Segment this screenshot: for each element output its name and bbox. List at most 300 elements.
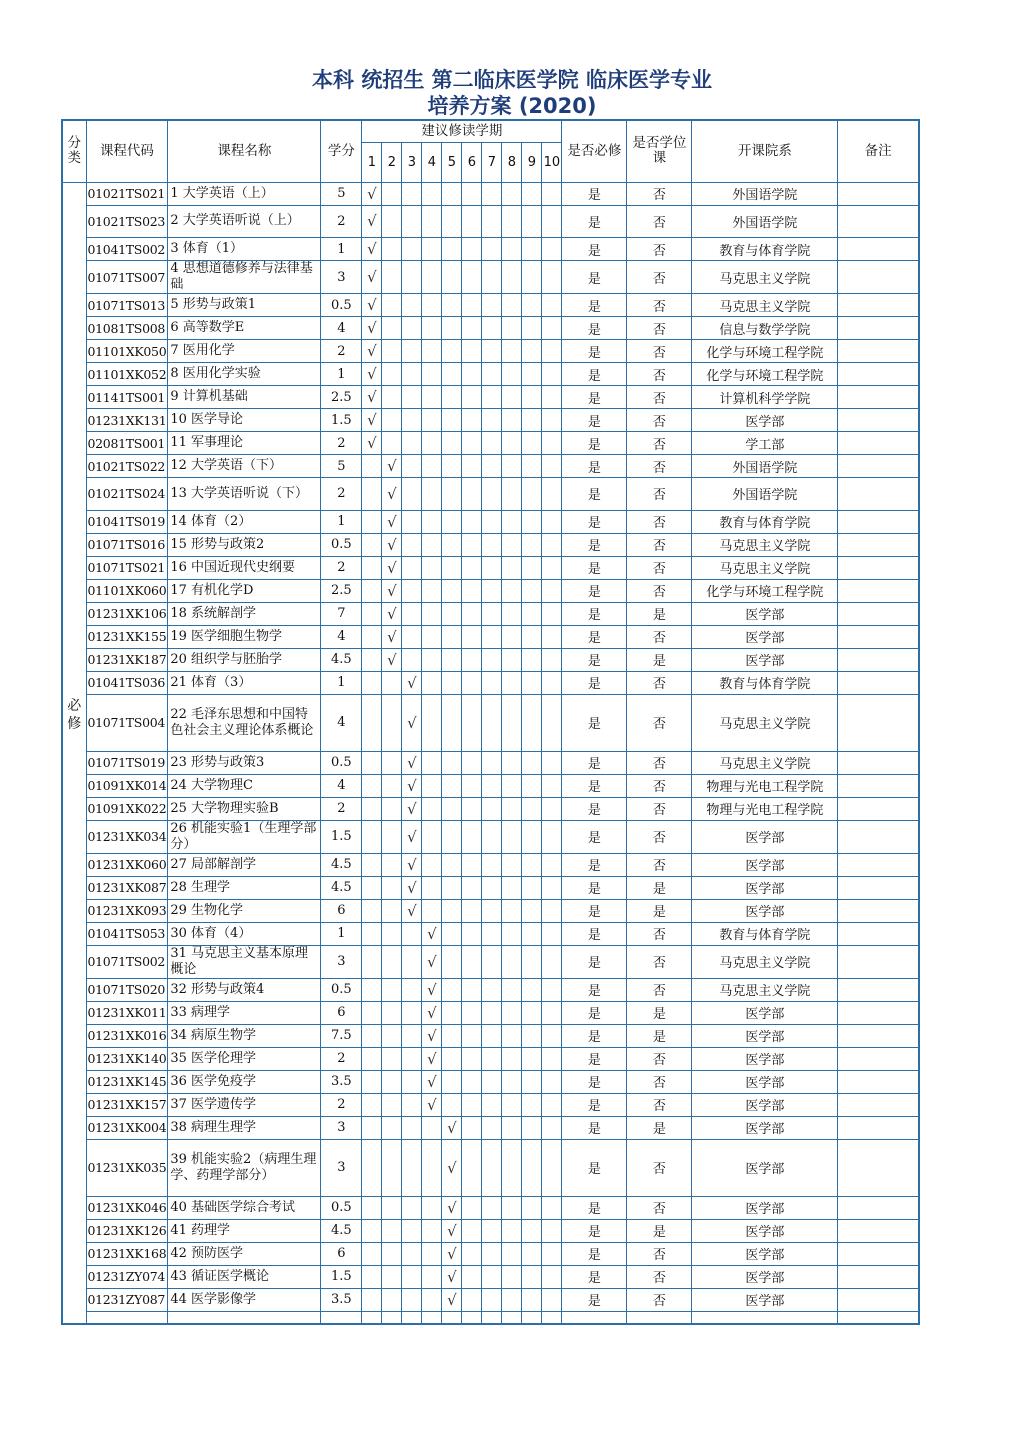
semester-cell [442, 671, 462, 694]
table-row [62, 1265, 919, 1288]
semester-cell [542, 922, 562, 945]
semester-cell [482, 510, 502, 533]
course-name: 20 组织学与胚胎学 [168, 648, 321, 671]
semester-check: √ [382, 625, 402, 648]
semester-cell [502, 1001, 522, 1024]
course-code: 01231XK157 [86, 1093, 168, 1116]
course-name: 7 医用化学 [168, 340, 321, 363]
semester-cell [502, 820, 522, 853]
semester-cell [522, 797, 542, 820]
department-cell: 学工部 [692, 432, 838, 455]
department-cell: 外国语学院 [692, 455, 838, 478]
department-cell: 教育与体育学院 [692, 510, 838, 533]
semester-cell [442, 1047, 462, 1070]
course-credit: 2 [321, 205, 362, 238]
empty-cell [442, 1311, 462, 1324]
semester-check: √ [382, 478, 402, 511]
course-code: 01091XK014 [86, 774, 168, 797]
course-name: 42 预防医学 [168, 1242, 321, 1265]
semester-cell [522, 579, 542, 602]
semester-cell [542, 853, 562, 876]
course-name: 40 基础医学综合考试 [168, 1196, 321, 1219]
semester-cell [462, 694, 482, 751]
required-cell: 是 [562, 648, 627, 671]
semester-cell [482, 294, 502, 317]
department-cell: 马克思主义学院 [692, 261, 838, 294]
required-cell: 是 [562, 205, 627, 238]
course-code: 01071TS020 [86, 978, 168, 1001]
remark-cell [838, 1116, 919, 1139]
course-name: 15 形势与政策2 [168, 533, 321, 556]
semester-cell [422, 899, 442, 922]
semester-cell [402, 579, 422, 602]
course-credit: 7.5 [321, 1024, 362, 1047]
course-name: 16 中国近现代史纲要 [168, 556, 321, 579]
semester-check: √ [362, 363, 382, 386]
semester-cell [442, 602, 462, 625]
course-name: 2 大学英语听说（上） [168, 205, 321, 238]
semester-cell [482, 648, 502, 671]
semester-cell [462, 238, 482, 261]
required-cell: 是 [562, 876, 627, 899]
semester-cell [522, 1196, 542, 1219]
semester-cell [502, 1288, 522, 1311]
semester-cell [522, 340, 542, 363]
semester-cell [482, 899, 502, 922]
course-name: 31 马克思主义基本原理概论 [168, 945, 321, 978]
remark-cell [838, 182, 919, 205]
table-row [62, 510, 919, 533]
course-code: 01231XK168 [86, 1242, 168, 1265]
course-credit: 3.5 [321, 1288, 362, 1311]
semester-cell [542, 478, 562, 511]
remark-cell [838, 694, 919, 751]
course-credit: 6 [321, 1242, 362, 1265]
course-name: 13 大学英语听说（下） [168, 478, 321, 511]
required-cell: 是 [562, 625, 627, 648]
semester-cell [502, 945, 522, 978]
semester-check: √ [402, 751, 422, 774]
semester-cell [482, 1265, 502, 1288]
department-cell: 医学部 [692, 1070, 838, 1093]
semester-cell [422, 1196, 442, 1219]
semester-cell [502, 556, 522, 579]
semester-cell [542, 238, 562, 261]
semester-cell [362, 1242, 382, 1265]
semester-cell [482, 238, 502, 261]
semester-check: √ [362, 294, 382, 317]
course-code: 01231XK140 [86, 1047, 168, 1070]
semester-check: √ [362, 205, 382, 238]
course-credit: 4 [321, 625, 362, 648]
semester-cell [362, 671, 382, 694]
table-row [62, 694, 919, 751]
degree-cell: 否 [627, 455, 692, 478]
semester-cell [482, 1024, 502, 1047]
semester-cell [362, 625, 382, 648]
semester-cell [362, 751, 382, 774]
curriculum-table [61, 119, 920, 1325]
course-code: 01021TS021 [86, 182, 168, 205]
semester-check: √ [442, 1116, 462, 1139]
course-name: 37 医学遗传学 [168, 1093, 321, 1116]
semester-cell [482, 1288, 502, 1311]
required-cell: 是 [562, 556, 627, 579]
semester-check: √ [362, 386, 382, 409]
department-cell: 化学与环境工程学院 [692, 340, 838, 363]
semester-cell [502, 1139, 522, 1196]
semester-cell [382, 751, 402, 774]
department-cell: 医学部 [692, 1139, 838, 1196]
semester-check: √ [382, 510, 402, 533]
course-code: 01231XK126 [86, 1219, 168, 1242]
course-code: 01071TS013 [86, 294, 168, 317]
semester-cell [382, 1047, 402, 1070]
course-name: 14 体育（2） [168, 510, 321, 533]
degree-cell: 否 [627, 671, 692, 694]
degree-cell: 否 [627, 853, 692, 876]
remark-cell [838, 1070, 919, 1093]
table-row [62, 1139, 919, 1196]
header-semester: 8 [502, 142, 522, 182]
semester-cell [442, 978, 462, 1001]
department-cell: 信息与数学学院 [692, 317, 838, 340]
degree-cell: 否 [627, 1093, 692, 1116]
semester-cell [462, 625, 482, 648]
course-code: 01231XK087 [86, 876, 168, 899]
semester-cell [482, 432, 502, 455]
course-code: 01021TS022 [86, 455, 168, 478]
semester-cell [402, 409, 422, 432]
department-cell: 医学部 [692, 1219, 838, 1242]
required-cell: 是 [562, 478, 627, 511]
course-credit: 1.5 [321, 1265, 362, 1288]
empty-row [62, 1311, 919, 1324]
semester-cell [402, 1219, 422, 1242]
semester-check: √ [442, 1219, 462, 1242]
semester-cell [542, 386, 562, 409]
empty-cell [321, 1311, 362, 1324]
semester-cell [522, 1139, 542, 1196]
semester-cell [402, 602, 422, 625]
semester-cell [422, 694, 442, 751]
required-cell: 是 [562, 363, 627, 386]
course-name: 36 医学免疫学 [168, 1070, 321, 1093]
semester-cell [462, 1093, 482, 1116]
semester-check: √ [422, 978, 442, 1001]
department-cell: 医学部 [692, 820, 838, 853]
semester-cell [382, 1196, 402, 1219]
remark-cell [838, 1093, 919, 1116]
semester-cell [422, 340, 442, 363]
degree-cell: 否 [627, 797, 692, 820]
course-name: 4 思想道德修养与法律基础 [168, 261, 321, 294]
semester-cell [422, 797, 442, 820]
remark-cell [838, 1196, 919, 1219]
semester-cell [402, 978, 422, 1001]
semester-cell [542, 774, 562, 797]
course-credit: 1 [321, 671, 362, 694]
degree-cell: 否 [627, 409, 692, 432]
semester-cell [502, 876, 522, 899]
semester-cell [382, 294, 402, 317]
semester-cell [442, 751, 462, 774]
required-cell: 是 [562, 899, 627, 922]
semester-cell [442, 205, 462, 238]
required-cell: 是 [562, 1093, 627, 1116]
semester-cell [462, 1047, 482, 1070]
remark-cell [838, 238, 919, 261]
department-cell: 医学部 [692, 899, 838, 922]
course-credit: 0.5 [321, 978, 362, 1001]
degree-cell: 否 [627, 1265, 692, 1288]
course-credit: 1.5 [321, 409, 362, 432]
remark-cell [838, 1265, 919, 1288]
course-name: 18 系统解剖学 [168, 602, 321, 625]
required-cell: 是 [562, 797, 627, 820]
course-credit: 1 [321, 238, 362, 261]
semester-cell [362, 602, 382, 625]
semester-cell [482, 1242, 502, 1265]
semester-cell [502, 238, 522, 261]
course-name: 9 计算机基础 [168, 386, 321, 409]
course-name: 33 病理学 [168, 1001, 321, 1024]
degree-cell: 否 [627, 1288, 692, 1311]
semester-cell [422, 455, 442, 478]
semester-cell [522, 602, 542, 625]
semester-cell [402, 1024, 422, 1047]
semester-cell [362, 853, 382, 876]
course-code: 01231XK155 [86, 625, 168, 648]
course-code: 01071TS002 [86, 945, 168, 978]
remark-cell [838, 386, 919, 409]
semester-cell [502, 751, 522, 774]
semester-cell [542, 556, 562, 579]
semester-cell [542, 1047, 562, 1070]
semester-cell [422, 602, 442, 625]
course-name: 29 生物化学 [168, 899, 321, 922]
semester-cell [382, 820, 402, 853]
header-degree: 是否学位课 [627, 120, 692, 182]
header-semesters: 建议修读学期 [362, 120, 562, 142]
required-cell: 是 [562, 261, 627, 294]
semester-cell [402, 386, 422, 409]
semester-cell [542, 340, 562, 363]
required-cell: 是 [562, 409, 627, 432]
header-department: 开课院系 [692, 120, 838, 182]
remark-cell [838, 1024, 919, 1047]
semester-cell [482, 751, 502, 774]
semester-cell [442, 238, 462, 261]
semester-cell [402, 1288, 422, 1311]
required-cell: 是 [562, 1219, 627, 1242]
course-code: 01071TS007 [86, 261, 168, 294]
semester-cell [502, 294, 522, 317]
semester-cell [542, 602, 562, 625]
semester-cell [502, 317, 522, 340]
degree-cell: 否 [627, 751, 692, 774]
course-credit: 1.5 [321, 820, 362, 853]
degree-cell: 否 [627, 317, 692, 340]
course-credit: 3 [321, 1116, 362, 1139]
semester-check: √ [442, 1139, 462, 1196]
course-credit: 2 [321, 1093, 362, 1116]
required-cell: 是 [562, 340, 627, 363]
course-code: 01071TS021 [86, 556, 168, 579]
degree-cell: 否 [627, 340, 692, 363]
semester-cell [362, 1001, 382, 1024]
semester-cell [362, 797, 382, 820]
department-cell: 教育与体育学院 [692, 238, 838, 261]
course-name: 5 形势与政策1 [168, 294, 321, 317]
department-cell: 外国语学院 [692, 205, 838, 238]
semester-cell [382, 1139, 402, 1196]
header-required: 是否必修 [562, 120, 627, 182]
semester-cell [442, 317, 462, 340]
semester-cell [502, 774, 522, 797]
department-cell: 教育与体育学院 [692, 671, 838, 694]
degree-cell: 否 [627, 945, 692, 978]
course-code: 01021TS023 [86, 205, 168, 238]
semester-cell [422, 261, 442, 294]
semester-cell [462, 579, 482, 602]
semester-check: √ [442, 1265, 462, 1288]
degree-cell: 是 [627, 602, 692, 625]
semester-cell [502, 899, 522, 922]
department-cell: 计算机科学学院 [692, 386, 838, 409]
table-row [62, 671, 919, 694]
semester-check: √ [362, 340, 382, 363]
semester-cell [542, 363, 562, 386]
semester-cell [422, 1219, 442, 1242]
semester-cell [462, 510, 482, 533]
degree-cell: 否 [627, 510, 692, 533]
semester-cell [462, 478, 482, 511]
semester-cell [462, 205, 482, 238]
semester-check: √ [422, 1070, 442, 1093]
semester-cell [422, 1116, 442, 1139]
semester-cell [502, 533, 522, 556]
remark-cell [838, 294, 919, 317]
empty-cell [462, 1311, 482, 1324]
department-cell: 化学与环境工程学院 [692, 363, 838, 386]
semester-cell [542, 648, 562, 671]
remark-cell [838, 876, 919, 899]
empty-cell [362, 1311, 382, 1324]
semester-cell [362, 694, 382, 751]
semester-cell [522, 182, 542, 205]
semester-cell [462, 409, 482, 432]
degree-cell: 是 [627, 648, 692, 671]
department-cell: 医学部 [692, 1242, 838, 1265]
semester-cell [462, 751, 482, 774]
remark-cell [838, 340, 919, 363]
semester-cell [402, 945, 422, 978]
semester-cell [362, 579, 382, 602]
table-row [62, 602, 919, 625]
semester-cell [382, 1070, 402, 1093]
department-cell: 医学部 [692, 1047, 838, 1070]
course-code: 01091XK022 [86, 797, 168, 820]
table-row [62, 556, 919, 579]
semester-cell [542, 671, 562, 694]
semester-cell [402, 340, 422, 363]
semester-cell [522, 648, 542, 671]
semester-cell [502, 340, 522, 363]
table-row [62, 1116, 919, 1139]
semester-cell [362, 478, 382, 511]
semester-check: √ [362, 238, 382, 261]
required-cell: 是 [562, 922, 627, 945]
course-name: 39 机能实验2（病理生理学、药理学部分） [168, 1139, 321, 1196]
remark-cell [838, 797, 919, 820]
course-credit: 0.5 [321, 1196, 362, 1219]
semester-cell [482, 820, 502, 853]
semester-cell [382, 876, 402, 899]
course-code: 01231XK004 [86, 1116, 168, 1139]
semester-check: √ [402, 671, 422, 694]
semester-cell [482, 182, 502, 205]
empty-cell [522, 1311, 542, 1324]
table-row [62, 820, 919, 853]
semester-cell [422, 386, 442, 409]
semester-cell [502, 409, 522, 432]
course-credit: 0.5 [321, 294, 362, 317]
degree-cell: 否 [627, 1047, 692, 1070]
table-row [62, 899, 919, 922]
semester-cell [382, 899, 402, 922]
remark-cell [838, 820, 919, 853]
department-cell: 医学部 [692, 602, 838, 625]
remark-cell [838, 853, 919, 876]
semester-cell [402, 648, 422, 671]
header-semester: 6 [462, 142, 482, 182]
semester-cell [382, 922, 402, 945]
semester-cell [482, 1047, 502, 1070]
semester-cell [382, 409, 402, 432]
course-code: 01101XK050 [86, 340, 168, 363]
course-code: 01231ZY074 [86, 1265, 168, 1288]
empty-cell [168, 1311, 321, 1324]
course-name: 24 大学物理C [168, 774, 321, 797]
semester-cell [462, 1024, 482, 1047]
table-row [62, 1242, 919, 1265]
table-row [62, 205, 919, 238]
semester-cell [442, 1001, 462, 1024]
semester-cell [462, 1070, 482, 1093]
semester-cell [382, 1219, 402, 1242]
course-credit: 1 [321, 922, 362, 945]
semester-cell [362, 648, 382, 671]
semester-cell [402, 1070, 422, 1093]
semester-cell [502, 261, 522, 294]
degree-cell: 否 [627, 478, 692, 511]
table-row [62, 1024, 919, 1047]
semester-cell [522, 478, 542, 511]
semester-cell [382, 797, 402, 820]
semester-cell [462, 945, 482, 978]
header-code: 课程代码 [86, 120, 168, 182]
required-cell: 是 [562, 1024, 627, 1047]
semester-cell [402, 922, 422, 945]
semester-cell [522, 1265, 542, 1288]
semester-cell [542, 694, 562, 751]
semester-cell [502, 579, 522, 602]
degree-cell: 否 [627, 261, 692, 294]
semester-cell [542, 1001, 562, 1024]
semester-cell [382, 1265, 402, 1288]
semester-cell [482, 579, 502, 602]
